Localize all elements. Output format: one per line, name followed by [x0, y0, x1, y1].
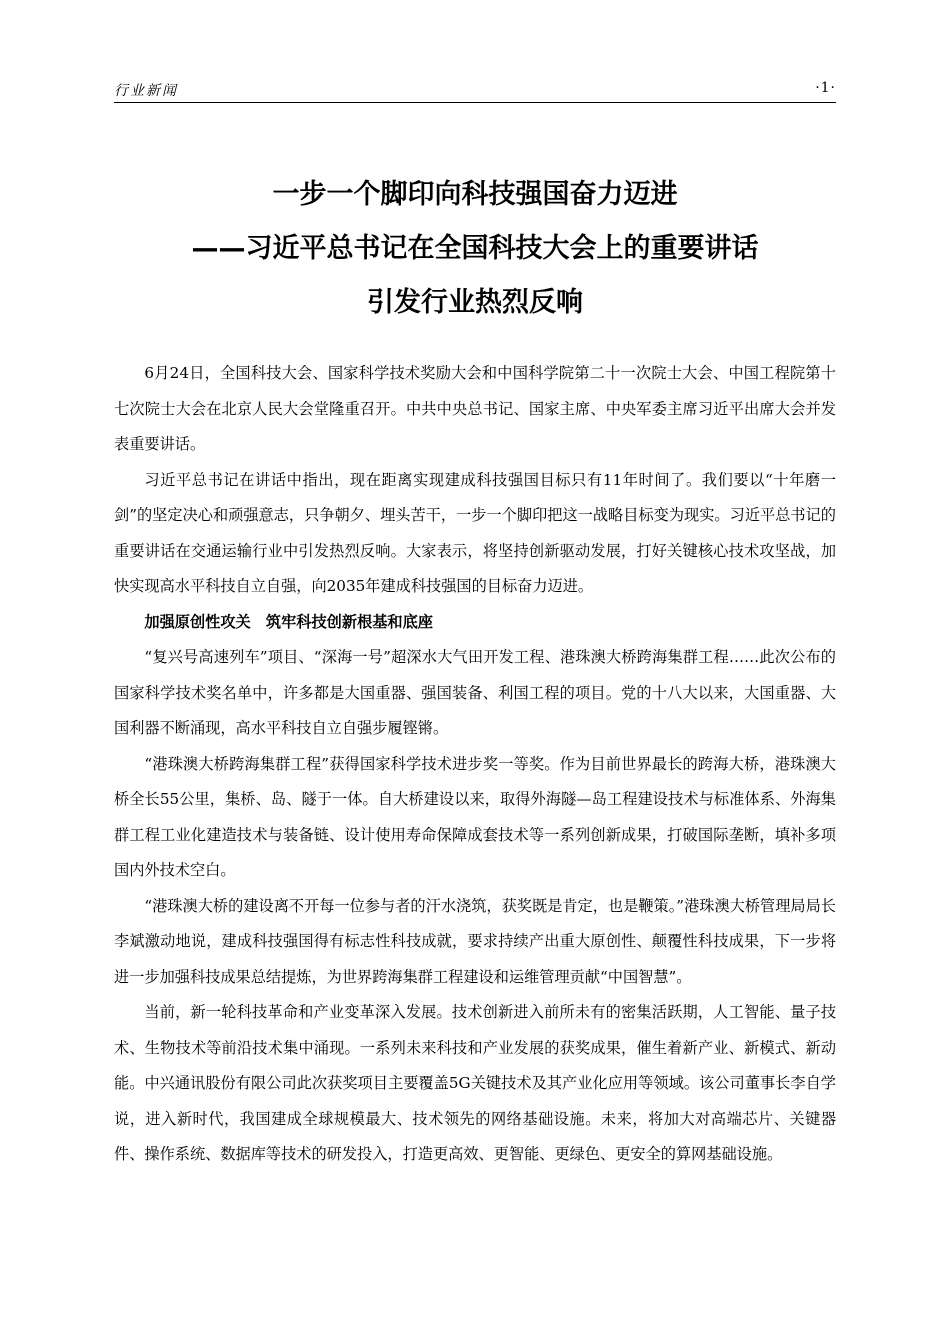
paragraph: 当前，新一轮科技革命和产业变革深入发展。技术创新进入前所未有的密集活跃期，人工智能、量子技术、生物技术等前沿技术集中涌现。一系列未来科技和产业发展的获奖成果，催生着新产业、新模式、新动能。中兴通讯股份有限公司此次获奖项目主要覆盖5G关键技术及其产业化应用等领域。该公司董事长李自学说，进入新时代，我国建成全球规模最大、技术领先的网络基础设施。未来，将加大对高端芯片、关键器件、操作系统、数据库等技术的研发投入，打造更高效、更智能、更绿色、更安全的算网基础设施。: [114, 1003, 836, 1163]
article-body: [114, 356, 836, 1173]
running-header: [114, 80, 836, 103]
title-line-subtitle: ——习近平总书记在全国科技大会上的重要讲话: [191, 233, 759, 264]
paragraph: “港珠澳大桥跨海集群工程”获得国家科学技术进步奖一等奖。作为目前世界最长的跨海大桥，港珠澳大桥全长55公里，集桥、岛、隧于一体。自大桥建设以来，取得外海隧—岛工程建设技术与标准体系、外海集群工程工业化建造技术与装备链、设计使用寿命保障成套技术等一系列创新成果，打破国际垄断，填补多项国内外技术空白。: [114, 754, 836, 879]
paragraph: “港珠澳大桥的建设离不开每一位参与者的汗水浇筑，获奖既是肯定，也是鞭策。”港珠澳大桥管理局局长李斌激动地说，建成科技强国得有标志性科技成就，要求持续产出重大原创性、颠覆性科技成果，下一步将进一步加强科技成果总结提炼，为世界跨海集群工程建设和运维管理贡献“中国智慧”。: [114, 896, 836, 986]
article-title: [114, 168, 836, 330]
title-line-main: 一步一个脚印向科技强国奋力迈进: [272, 179, 678, 210]
paragraph: “复兴号高速列车”项目、“深海一号”超深水大气田开发工程、港珠澳大桥跨海集群工程……此次公布的国家科学技术奖名单中，许多都是大国重器、强国装备、利国工程的项目。党的十八大以来，大国重器、大国利器不断涌现，高水平科技自立自强步履铿锵。: [114, 648, 836, 737]
section-subheading: 加强原创性攻关 筑牢科技创新根基和底座: [144, 612, 433, 631]
paragraph: 习近平总书记在讲话中指出，现在距离实现建成科技强国目标只有11年时间了。我们要以“十年磨一剑”的坚定决心和顽强意志，只争朝夕、埋头苦干，一步一个脚印把这一战略目标变为现实。习近平总书记的重要讲话在交通运输行业中引发热烈反响。大家表示，将坚持创新驱动发展，打好关键核心技术攻坚战，加快实现高水平科技自立自强，向2035年建成科技强国的目标奋力迈进。: [114, 470, 836, 595]
page-number: ·1·: [815, 80, 836, 96]
section-name: 行业新闻: [114, 83, 178, 99]
paragraph: 6月24日，全国科技大会、国家科学技术奖励大会和中国科学院第二十一次院士大会、中国工程院第十七次院士大会在北京人民大会堂隆重召开。中共中央总书记、国家主席、中央军委主席习近平出席大会并发表重要讲话。: [114, 364, 836, 453]
title-line-third: 引发行业热烈反响: [367, 287, 583, 318]
